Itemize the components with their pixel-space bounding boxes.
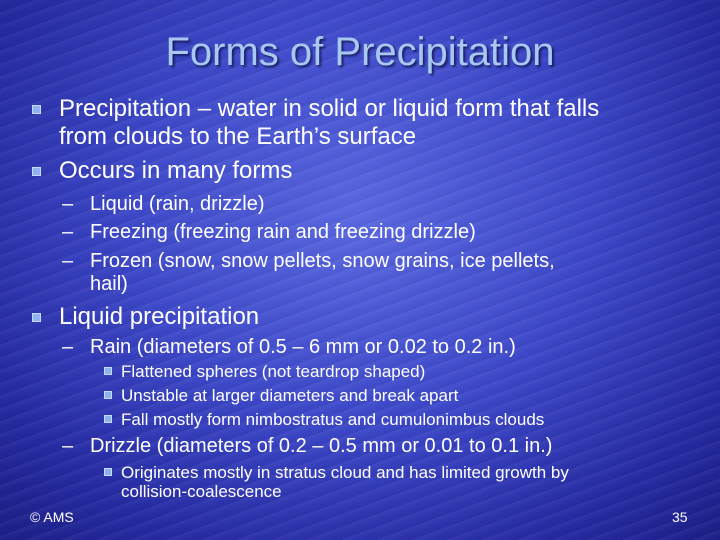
sub-bullet-freezing: Freezing (freezing rain and freezing drizzle) [90, 221, 476, 243]
rain-point-clouds: Fall mostly form nimbostratus and cumulonimbus clouds [121, 410, 545, 429]
square-bullet-icon [32, 313, 41, 322]
dash-bullet-icon: – [62, 336, 74, 358]
rain-point-flattened: Flattened spheres (not teardrop shaped) [121, 362, 426, 381]
bullet-precipitation-definition: Precipitation – water in solid or liquid form that falls [59, 95, 600, 122]
square-bullet-icon [32, 105, 41, 114]
drizzle-point-stratus: Originates mostly in stratus cloud and has limited growth by [121, 463, 569, 482]
sub-bullet-liquid: Liquid (rain, drizzle) [90, 193, 265, 215]
square-bullet-icon [104, 468, 112, 476]
sub-bullet-frozen-cont: hail) [90, 273, 128, 295]
square-bullet-icon [32, 167, 41, 176]
dash-bullet-icon: – [62, 435, 74, 457]
bullet-liquid-precipitation: Liquid precipitation [59, 303, 260, 330]
dash-bullet-icon: – [62, 250, 74, 272]
square-bullet-icon [104, 391, 112, 399]
copyright-footer: © AMS [30, 509, 74, 525]
slide-title: Forms of Precipitation [165, 30, 555, 74]
rain-point-unstable: Unstable at larger diameters and break apart [121, 386, 459, 405]
square-bullet-icon [104, 367, 112, 375]
bullet-many-forms: Occurs in many forms [59, 157, 293, 184]
bullet-precipitation-definition-cont: from clouds to the Earth’s surface [59, 123, 417, 150]
drizzle-point-stratus-cont: collision-coalescence [121, 482, 282, 501]
square-bullet-icon [104, 415, 112, 423]
page-number: 35 [672, 509, 688, 525]
sub-bullet-rain: Rain (diameters of 0.5 – 6 mm or 0.02 to 0.2 in.) [90, 336, 516, 358]
dash-bullet-icon: – [62, 193, 74, 215]
sub-bullet-drizzle: Drizzle (diameters of 0.2 – 0.5 mm or 0.01 to 0.1 in.) [90, 435, 553, 457]
sub-bullet-frozen: Frozen (snow, snow pellets, snow grains, ice pellets, [90, 250, 555, 272]
dash-bullet-icon: – [62, 221, 74, 243]
